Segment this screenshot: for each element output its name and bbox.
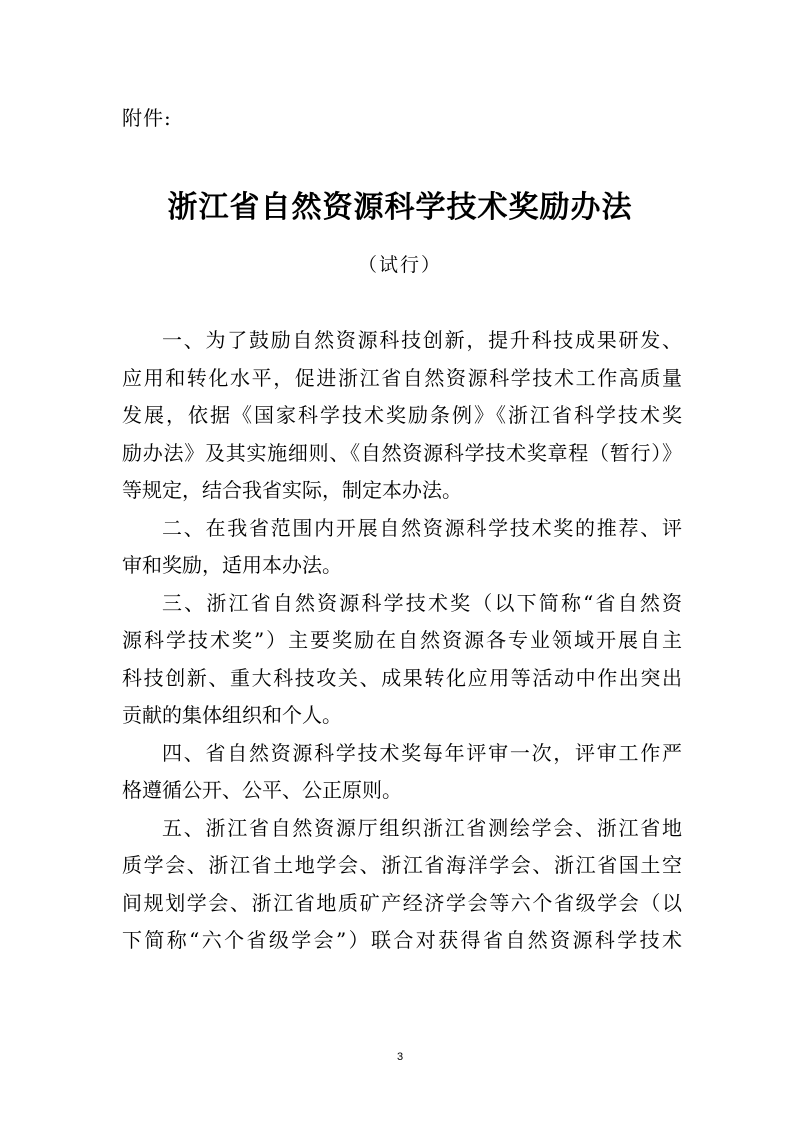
paragraph-4: [122, 735, 682, 810]
paragraph-line: 间规划学会、浙江省地质矿产经济学会等六个省级学会（以: [122, 890, 682, 915]
paragraph-line: 三、浙江省自然资源科学技术奖（以下简称“省自然资: [162, 590, 682, 615]
paragraph-line: 励办法》及其实施细则、《自然资源科学技术奖章程（暂行）》: [122, 440, 682, 465]
paragraph-line: 应用和转化水平，促进浙江省自然资源科学技术工作高质量: [122, 365, 682, 390]
paragraph-line: 四、省自然资源科学技术奖每年评审一次，评审工作严: [162, 740, 682, 765]
paragraph-2: [122, 510, 682, 585]
paragraph-line: 发展，依据《国家科学技术奖励条例》《浙江省科学技术奖: [122, 403, 682, 427]
paragraph-3: [122, 585, 682, 735]
paragraph-line: 一、为了鼓励自然资源科技创新，提升科技成果研发、: [162, 328, 682, 352]
attachment-label: 附件:: [122, 106, 172, 130]
paragraph-line: 源科学技术奖”）主要奖励在自然资源各专业领域开展自主: [122, 628, 682, 652]
document-subtitle: （试行）: [357, 254, 442, 276]
paragraph-line: 二、在我省范围内开展自然资源科学技术奖的推荐、评: [162, 515, 682, 540]
paragraph-line: 贡献的集体组织和个人。: [122, 703, 342, 727]
paragraph-line: 格遵循公开、公平、公正原则。: [122, 778, 402, 802]
paragraph-line: 审和奖励，适用本办法。: [122, 553, 342, 577]
paragraph-line: 下简称“六个省级学会”）联合对获得省自然资源科学技术: [122, 928, 682, 952]
paragraph-5: [122, 810, 682, 960]
paragraph-line: 五、浙江省自然资源厅组织浙江省测绘学会、浙江省地: [162, 815, 682, 840]
paragraph-line: 质学会、浙江省土地学会、浙江省海洋学会、浙江省国土空: [122, 853, 682, 877]
document-body: [122, 322, 682, 960]
page-number: 3: [396, 1051, 404, 1063]
paragraph-line: 科技创新、重大科技攻关、成果转化应用等活动中作出突出: [122, 665, 682, 690]
paragraph-1: [122, 322, 682, 510]
document-title: 浙江省自然资源科学技术奖励办法: [167, 190, 633, 225]
paragraph-line: 等规定，结合我省实际，制定本办法。: [122, 478, 462, 502]
